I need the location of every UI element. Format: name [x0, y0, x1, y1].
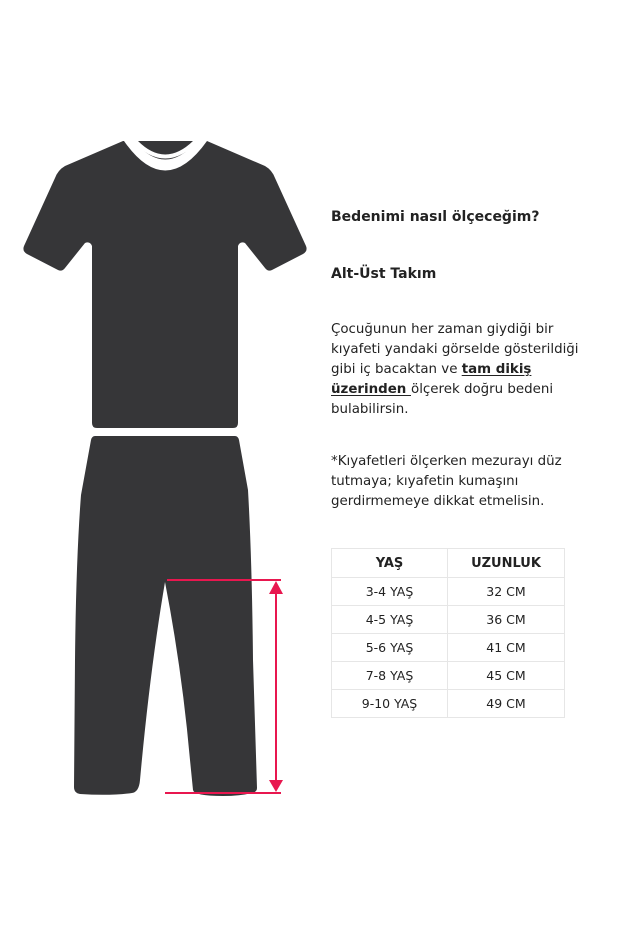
table-row [332, 662, 565, 690]
product-type: Alt-Üst Takım [331, 266, 437, 282]
age-cell: 4-5 YAŞ [332, 606, 448, 634]
page-title: Bedenimi nasıl ölçeceğim? [331, 209, 540, 225]
instructions-text-2: ölçerek doğru bedeni bulabilirsin. [331, 382, 554, 417]
instructions-text-1: Çocuğunun her zaman giydiği bir kıyafeti yandaki görselde gösterildiği gibi iç bacaktan ve [331, 322, 579, 377]
table-row [332, 578, 565, 606]
length-cell: 45 CM [448, 662, 565, 690]
table-row [332, 606, 565, 634]
table-header-row [332, 549, 565, 578]
age-cell: 9-10 YAŞ [332, 690, 448, 718]
age-cell: 3-4 YAŞ [332, 578, 448, 606]
measurement-note: *Kıyafetleri ölçerken mezurayı düz tutmaya; kıyafetin kumaşını gerdirmemeye dikkat etmelisin. [331, 454, 562, 509]
length-cell: 41 CM [448, 634, 565, 662]
pants-icon [74, 436, 257, 796]
size-table [331, 548, 565, 718]
length-cell: 32 CM [448, 578, 565, 606]
instructions-emphasis: tam dikiş üzerinden [331, 362, 532, 397]
length-cell: 36 CM [448, 606, 565, 634]
column-header-length: UZUNLUK [448, 549, 565, 578]
tshirt-icon [23, 141, 306, 428]
length-cell: 49 CM [448, 690, 565, 718]
table-row [332, 690, 565, 718]
instructions [331, 320, 601, 420]
column-header-age: YAŞ [332, 549, 448, 578]
age-cell: 7-8 YAŞ [332, 662, 448, 690]
age-cell: 5-6 YAŞ [332, 634, 448, 662]
table-row [332, 634, 565, 662]
